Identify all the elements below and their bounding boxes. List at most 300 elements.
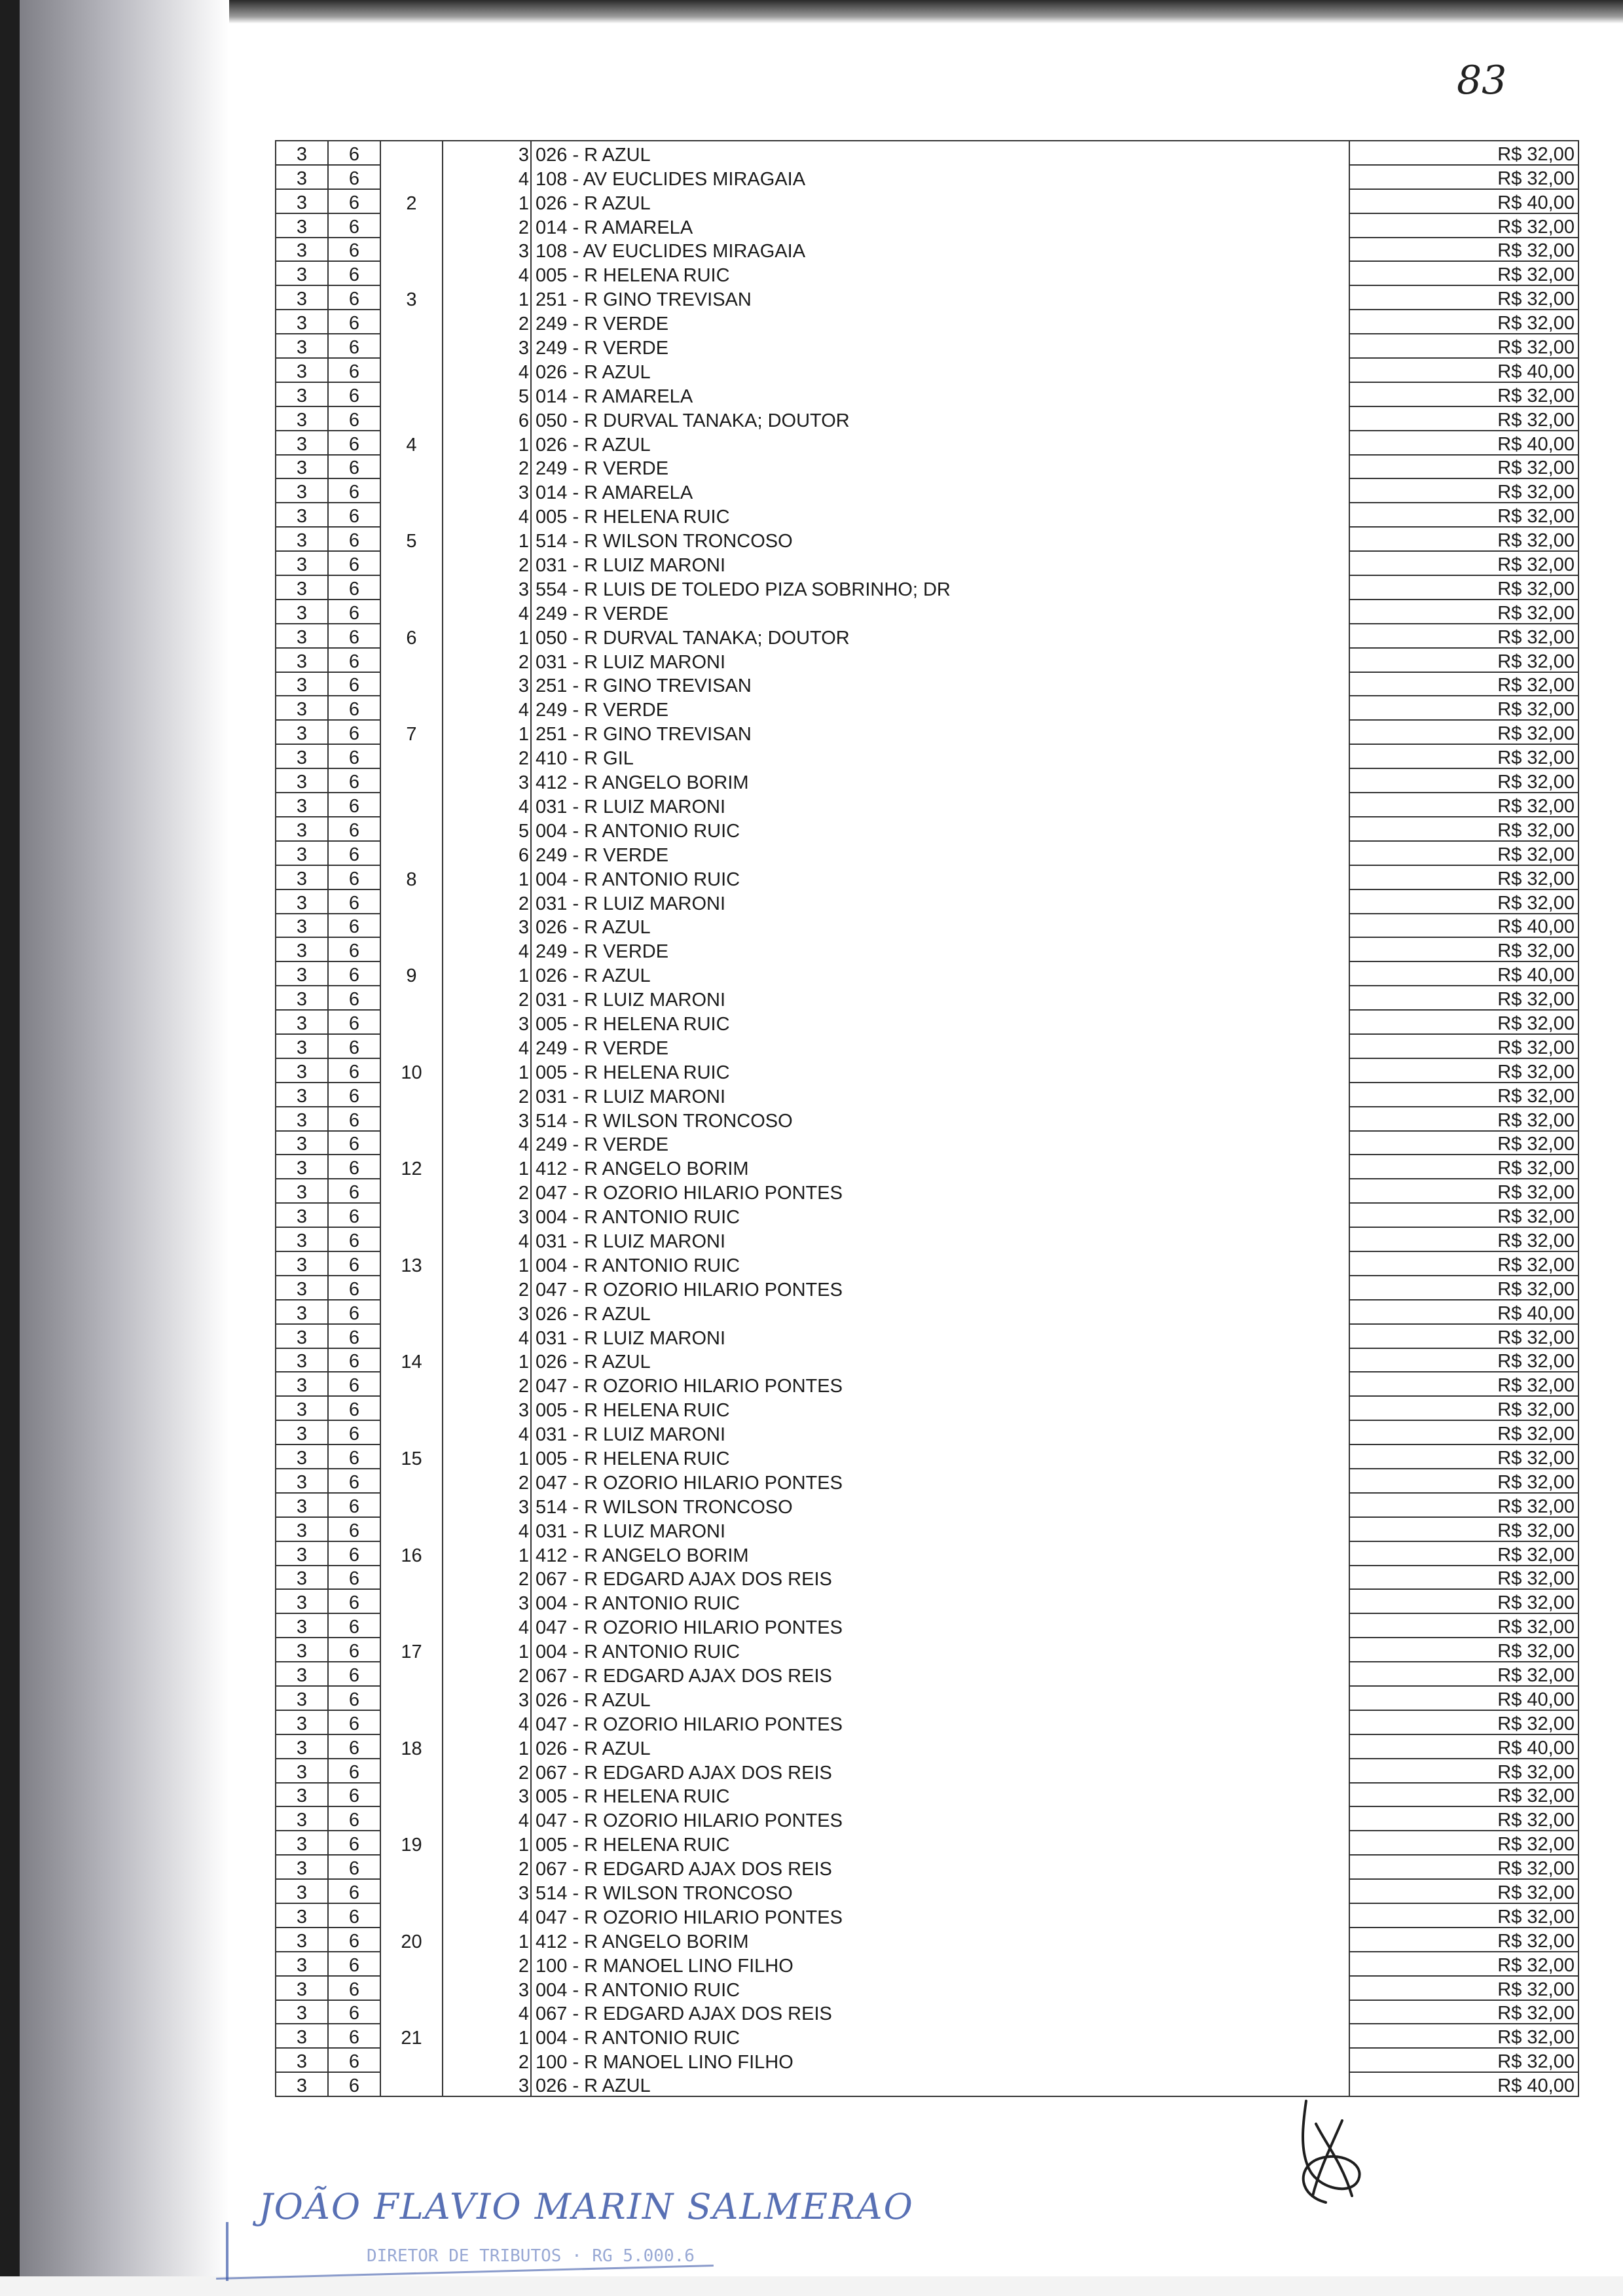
address-text: 249 - R VERDE: [536, 700, 669, 721]
col-lot: 17: [380, 1638, 443, 1662]
col-sector: 3: [276, 1179, 328, 1203]
col-value: R$ 32,00: [1349, 478, 1578, 503]
col-block: 6: [328, 648, 380, 672]
col-lot: [380, 141, 443, 165]
address-text: 514 - R WILSON TRONCOSO: [536, 1496, 793, 1518]
col-address: [531, 937, 1349, 961]
table-row: [276, 1638, 1578, 1662]
col-sector: 3: [276, 189, 328, 213]
col-sector: 3: [276, 285, 328, 310]
address-text: 108 - AV EUCLIDES MIRAGAIA: [536, 168, 806, 190]
col-block: 6: [328, 1010, 380, 1034]
col-address: [531, 1227, 1349, 1251]
col-block: 6: [328, 961, 380, 986]
col-unit: 2: [443, 648, 531, 672]
col-unit: 6: [443, 841, 531, 865]
col-block: 6: [328, 1734, 380, 1759]
ledger-body: [276, 141, 1578, 2096]
col-sector: 3: [276, 1034, 328, 1058]
col-unit: 4: [443, 503, 531, 527]
col-unit: 3: [443, 141, 531, 165]
col-block: 6: [328, 672, 380, 696]
col-address: [531, 720, 1349, 744]
col-block: 6: [328, 1566, 380, 1590]
table-row: [276, 1855, 1578, 1879]
col-address: [531, 1855, 1349, 1879]
col-address: [531, 527, 1349, 551]
col-block: 6: [328, 1831, 380, 1855]
address-text: 004 - R ANTONIO RUIC: [536, 820, 740, 842]
col-address: [531, 1759, 1349, 1783]
col-lot: [380, 358, 443, 382]
address-text: 004 - R ANTONIO RUIC: [536, 869, 740, 890]
address-text: 005 - R HELENA RUIC: [536, 507, 730, 528]
col-sector: 3: [276, 2072, 328, 2096]
col-address: [531, 1179, 1349, 1203]
address-text: 005 - R HELENA RUIC: [536, 1786, 730, 1808]
col-sector: 3: [276, 261, 328, 285]
col-sector: 3: [276, 1589, 328, 1613]
col-unit: 3: [443, 238, 531, 262]
col-unit: 2: [443, 1855, 531, 1879]
col-value: R$ 32,00: [1349, 1566, 1578, 1590]
table-row: [276, 1276, 1578, 1300]
col-sector: 3: [276, 1324, 328, 1348]
col-value: R$ 40,00: [1349, 2072, 1578, 2096]
col-value: R$ 40,00: [1349, 358, 1578, 382]
col-block: 6: [328, 1034, 380, 1058]
address-text: 249 - R VERDE: [536, 1037, 669, 1059]
table-row: [276, 768, 1578, 793]
col-sector: 3: [276, 431, 328, 455]
col-sector: 3: [276, 1734, 328, 1759]
handwritten-signature: [1280, 2098, 1378, 2209]
col-sector: 3: [276, 1879, 328, 1903]
address-text: 067 - R EDGARD AJAX DOS REIS: [536, 2003, 832, 2025]
col-unit: 3: [443, 1783, 531, 1807]
col-sector: 3: [276, 768, 328, 793]
col-unit: 4: [443, 1324, 531, 1348]
col-lot: 6: [380, 624, 443, 648]
col-address: [531, 1203, 1349, 1227]
table-row: [276, 406, 1578, 431]
col-sector: 3: [276, 793, 328, 817]
col-block: 6: [328, 1276, 380, 1300]
col-lot: 2: [380, 189, 443, 213]
address-text: 412 - R ANGELO BORIM: [536, 1158, 749, 1180]
col-unit: 3: [443, 1589, 531, 1613]
col-block: 6: [328, 1372, 380, 1396]
col-lot: [380, 1034, 443, 1058]
col-lot: [380, 334, 443, 358]
table-row: [276, 841, 1578, 865]
col-unit: 3: [443, 1010, 531, 1034]
col-lot: [380, 1469, 443, 1493]
table-row: [276, 1879, 1578, 1903]
address-text: 249 - R VERDE: [536, 338, 669, 359]
col-value: R$ 32,00: [1349, 986, 1578, 1010]
table-row: [276, 720, 1578, 744]
col-value: R$ 32,00: [1349, 1155, 1578, 1179]
address-text: 554 - R LUIS DE TOLEDO PIZA SOBRINHO; DR: [536, 579, 951, 600]
table-row: [276, 310, 1578, 334]
col-unit: 1: [443, 1831, 531, 1855]
col-address: [531, 334, 1349, 358]
col-address: [531, 478, 1349, 503]
col-value: R$ 32,00: [1349, 1083, 1578, 1107]
col-sector: 3: [276, 1372, 328, 1396]
table-row: [276, 914, 1578, 938]
col-lot: [380, 575, 443, 600]
address-text: 031 - R LUIZ MARONI: [536, 555, 726, 577]
col-value: R$ 32,00: [1349, 672, 1578, 696]
col-block: 6: [328, 1928, 380, 1952]
col-lot: 14: [380, 1348, 443, 1372]
col-sector: 3: [276, 1638, 328, 1662]
col-sector: 3: [276, 1107, 328, 1131]
table-row: [276, 1566, 1578, 1590]
table-row: [276, 2072, 1578, 2096]
col-block: 6: [328, 189, 380, 213]
col-unit: 4: [443, 1613, 531, 1638]
col-unit: 1: [443, 624, 531, 648]
col-lot: 4: [380, 431, 443, 455]
col-value: R$ 32,00: [1349, 1107, 1578, 1131]
table-row: [276, 624, 1578, 648]
col-block: 6: [328, 744, 380, 768]
col-address: [531, 600, 1349, 624]
col-value: R$ 32,00: [1349, 575, 1578, 600]
col-lot: [380, 1686, 443, 1710]
col-unit: 4: [443, 261, 531, 285]
col-unit: 2: [443, 213, 531, 238]
col-value: R$ 32,00: [1349, 2024, 1578, 2048]
col-value: R$ 32,00: [1349, 889, 1578, 914]
col-address: [531, 1686, 1349, 1710]
col-value: R$ 32,00: [1349, 1058, 1578, 1083]
col-value: R$ 32,00: [1349, 793, 1578, 817]
col-sector: 3: [276, 672, 328, 696]
col-unit: 3: [443, 1107, 531, 1131]
col-sector: 3: [276, 1420, 328, 1444]
col-sector: 3: [276, 1203, 328, 1227]
address-text: 005 - R HELENA RUIC: [536, 1448, 730, 1469]
col-sector: 3: [276, 1928, 328, 1952]
col-sector: 3: [276, 914, 328, 938]
table-row: [276, 1300, 1578, 1324]
col-lot: [380, 406, 443, 431]
col-address: [531, 696, 1349, 720]
col-unit: 2: [443, 1469, 531, 1493]
col-value: R$ 32,00: [1349, 744, 1578, 768]
col-lot: [380, 672, 443, 696]
table-row: [276, 1613, 1578, 1638]
col-sector: 3: [276, 1444, 328, 1469]
col-block: 6: [328, 1976, 380, 2000]
col-lot: 21: [380, 2024, 443, 2048]
col-sector: 3: [276, 1831, 328, 1855]
address-text: 026 - R AZUL: [536, 1303, 651, 1325]
col-block: 6: [328, 406, 380, 431]
col-unit: 1: [443, 285, 531, 310]
table-row: [276, 1541, 1578, 1566]
col-address: [531, 986, 1349, 1010]
col-address: [531, 1783, 1349, 1807]
col-block: 6: [328, 841, 380, 865]
col-value: R$ 32,00: [1349, 1444, 1578, 1469]
col-value: R$ 32,00: [1349, 1372, 1578, 1396]
col-unit: 1: [443, 1058, 531, 1083]
col-value: R$ 32,00: [1349, 455, 1578, 479]
col-lot: [380, 261, 443, 285]
col-sector: 3: [276, 1058, 328, 1083]
address-text: 026 - R AZUL: [536, 434, 651, 456]
col-lot: [380, 455, 443, 479]
address-text: 100 - R MANOEL LINO FILHO: [536, 1955, 793, 1977]
table-row: [276, 358, 1578, 382]
col-sector: 3: [276, 1783, 328, 1807]
col-value: R$ 32,00: [1349, 1276, 1578, 1300]
col-lot: 12: [380, 1155, 443, 1179]
col-block: 6: [328, 1903, 380, 1928]
col-address: [531, 189, 1349, 213]
address-text: 005 - R HELENA RUIC: [536, 1835, 730, 1856]
address-text: 249 - R VERDE: [536, 1134, 669, 1156]
col-address: [531, 1589, 1349, 1613]
col-lot: [380, 1324, 443, 1348]
col-address: [531, 358, 1349, 382]
col-lot: [380, 382, 443, 406]
col-unit: 4: [443, 165, 531, 189]
col-address: [531, 841, 1349, 865]
table-row: [276, 648, 1578, 672]
col-address: [531, 1372, 1349, 1396]
table-row: [276, 889, 1578, 914]
col-address: [531, 1444, 1349, 1469]
col-block: 6: [328, 1589, 380, 1613]
col-unit: 1: [443, 431, 531, 455]
col-lot: 9: [380, 961, 443, 986]
col-address: [531, 238, 1349, 262]
col-address: [531, 1928, 1349, 1952]
col-unit: 2: [443, 986, 531, 1010]
col-block: 6: [328, 358, 380, 382]
col-lot: [380, 1952, 443, 1976]
col-value: R$ 32,00: [1349, 937, 1578, 961]
col-lot: [380, 1131, 443, 1155]
col-address: [531, 672, 1349, 696]
address-text: 004 - R ANTONIO RUIC: [536, 2028, 740, 2049]
col-lot: 5: [380, 527, 443, 551]
col-lot: [380, 986, 443, 1010]
col-value: R$ 32,00: [1349, 1928, 1578, 1952]
col-address: [531, 889, 1349, 914]
col-address: [531, 648, 1349, 672]
ledger-table: [275, 140, 1579, 2097]
col-address: [531, 1300, 1349, 1324]
col-address: [531, 213, 1349, 238]
col-address: [531, 1903, 1349, 1928]
address-text: 047 - R OZORIO HILARIO PONTES: [536, 1279, 843, 1300]
col-value: R$ 40,00: [1349, 961, 1578, 986]
col-block: 6: [328, 1806, 380, 1831]
table-row: [276, 1058, 1578, 1083]
col-value: R$ 32,00: [1349, 382, 1578, 406]
col-sector: 3: [276, 1541, 328, 1566]
col-lot: [380, 648, 443, 672]
col-address: [531, 914, 1349, 938]
col-block: 6: [328, 1155, 380, 1179]
address-text: 514 - R WILSON TRONCOSO: [536, 1883, 793, 1905]
address-text: 050 - R DURVAL TANAKA; DOUTOR: [536, 410, 850, 431]
table-row: [276, 696, 1578, 720]
col-sector: 3: [276, 600, 328, 624]
table-row: [276, 2048, 1578, 2072]
col-value: R$ 32,00: [1349, 720, 1578, 744]
col-block: 6: [328, 503, 380, 527]
col-unit: 1: [443, 1155, 531, 1179]
col-value: R$ 32,00: [1349, 624, 1578, 648]
address-text: 026 - R AZUL: [536, 361, 651, 383]
table-row: [276, 1493, 1578, 1517]
col-sector: 3: [276, 889, 328, 914]
col-sector: 3: [276, 551, 328, 575]
col-sector: 3: [276, 165, 328, 189]
col-address: [531, 1107, 1349, 1131]
col-lot: [380, 1566, 443, 1590]
col-sector: 3: [276, 358, 328, 382]
col-lot: [380, 478, 443, 503]
table-row: [276, 600, 1578, 624]
address-text: 014 - R AMARELA: [536, 217, 693, 238]
col-block: 6: [328, 1613, 380, 1638]
address-text: 047 - R OZORIO HILARIO PONTES: [536, 1907, 843, 1928]
table-row: [276, 865, 1578, 889]
address-text: 047 - R OZORIO HILARIO PONTES: [536, 1810, 843, 1832]
table-row: [276, 213, 1578, 238]
table-row: [276, 1155, 1578, 1179]
address-text: 031 - R LUIZ MARONI: [536, 651, 726, 673]
table-row: [276, 1783, 1578, 1807]
col-value: R$ 40,00: [1349, 189, 1578, 213]
col-unit: 3: [443, 2072, 531, 2096]
col-lot: [380, 2072, 443, 2096]
col-block: 6: [328, 624, 380, 648]
col-lot: 20: [380, 1928, 443, 1952]
table-row: [276, 503, 1578, 527]
col-value: R$ 32,00: [1349, 285, 1578, 310]
col-sector: 3: [276, 865, 328, 889]
col-address: [531, 1566, 1349, 1590]
col-lot: [380, 551, 443, 575]
col-block: 6: [328, 1541, 380, 1566]
col-address: [531, 1251, 1349, 1276]
col-sector: 3: [276, 1227, 328, 1251]
col-sector: 3: [276, 406, 328, 431]
col-address: [531, 2048, 1349, 2072]
col-unit: 1: [443, 189, 531, 213]
col-block: 6: [328, 575, 380, 600]
col-value: R$ 32,00: [1349, 1517, 1578, 1541]
col-block: 6: [328, 1952, 380, 1976]
col-block: 6: [328, 2048, 380, 2072]
col-value: R$ 32,00: [1349, 334, 1578, 358]
address-text: 005 - R HELENA RUIC: [536, 1013, 730, 1035]
col-sector: 3: [276, 1493, 328, 1517]
address-text: 047 - R OZORIO HILARIO PONTES: [536, 1376, 843, 1397]
col-address: [531, 768, 1349, 793]
col-block: 6: [328, 1444, 380, 1469]
col-address: [531, 1420, 1349, 1444]
col-lot: [380, 937, 443, 961]
col-sector: 3: [276, 986, 328, 1010]
table-row: [276, 793, 1578, 817]
address-text: 014 - R AMARELA: [536, 386, 693, 407]
col-address: [531, 1638, 1349, 1662]
col-unit: 5: [443, 382, 531, 406]
table-row: [276, 937, 1578, 961]
table-row: [276, 189, 1578, 213]
col-address: [531, 1541, 1349, 1566]
col-value: R$ 32,00: [1349, 841, 1578, 865]
col-sector: 3: [276, 937, 328, 961]
address-text: 031 - R LUIZ MARONI: [536, 1520, 726, 1542]
col-sector: 3: [276, 238, 328, 262]
col-unit: 3: [443, 575, 531, 600]
col-address: [531, 165, 1349, 189]
col-unit: 4: [443, 1517, 531, 1541]
address-text: 249 - R VERDE: [536, 314, 669, 335]
table-row: [276, 285, 1578, 310]
col-address: [531, 575, 1349, 600]
col-block: 6: [328, 1686, 380, 1710]
col-value: R$ 32,00: [1349, 2048, 1578, 2072]
table-row: [276, 1324, 1578, 1348]
col-block: 6: [328, 889, 380, 914]
address-text: 031 - R LUIZ MARONI: [536, 1230, 726, 1252]
table-row: [276, 1372, 1578, 1396]
col-lot: [380, 1855, 443, 1879]
table-row: [276, 961, 1578, 986]
col-unit: 2: [443, 2048, 531, 2072]
official-stamp-subtitle: DIRETOR DE TRIBUTOS · RG 5.000.6: [367, 2246, 695, 2266]
col-block: 6: [328, 720, 380, 744]
col-value: R$ 32,00: [1349, 1952, 1578, 1976]
col-lot: [380, 1276, 443, 1300]
col-value: R$ 32,00: [1349, 1879, 1578, 1903]
address-text: 026 - R AZUL: [536, 2075, 651, 2097]
col-lot: [380, 2000, 443, 2024]
table-row: [276, 141, 1578, 165]
col-value: R$ 32,00: [1349, 141, 1578, 165]
col-block: 6: [328, 1710, 380, 1734]
col-unit: 4: [443, 937, 531, 961]
col-address: [531, 406, 1349, 431]
col-value: R$ 32,00: [1349, 527, 1578, 551]
col-block: 6: [328, 865, 380, 889]
col-sector: 3: [276, 527, 328, 551]
col-block: 6: [328, 1107, 380, 1131]
col-lot: [380, 768, 443, 793]
address-text: 249 - R VERDE: [536, 458, 669, 480]
address-text: 005 - R HELENA RUIC: [536, 1400, 730, 1422]
col-block: 6: [328, 431, 380, 455]
col-lot: 16: [380, 1541, 443, 1566]
col-address: [531, 261, 1349, 285]
address-text: 249 - R VERDE: [536, 603, 669, 624]
col-lot: [380, 1783, 443, 1807]
col-value: R$ 32,00: [1349, 551, 1578, 575]
